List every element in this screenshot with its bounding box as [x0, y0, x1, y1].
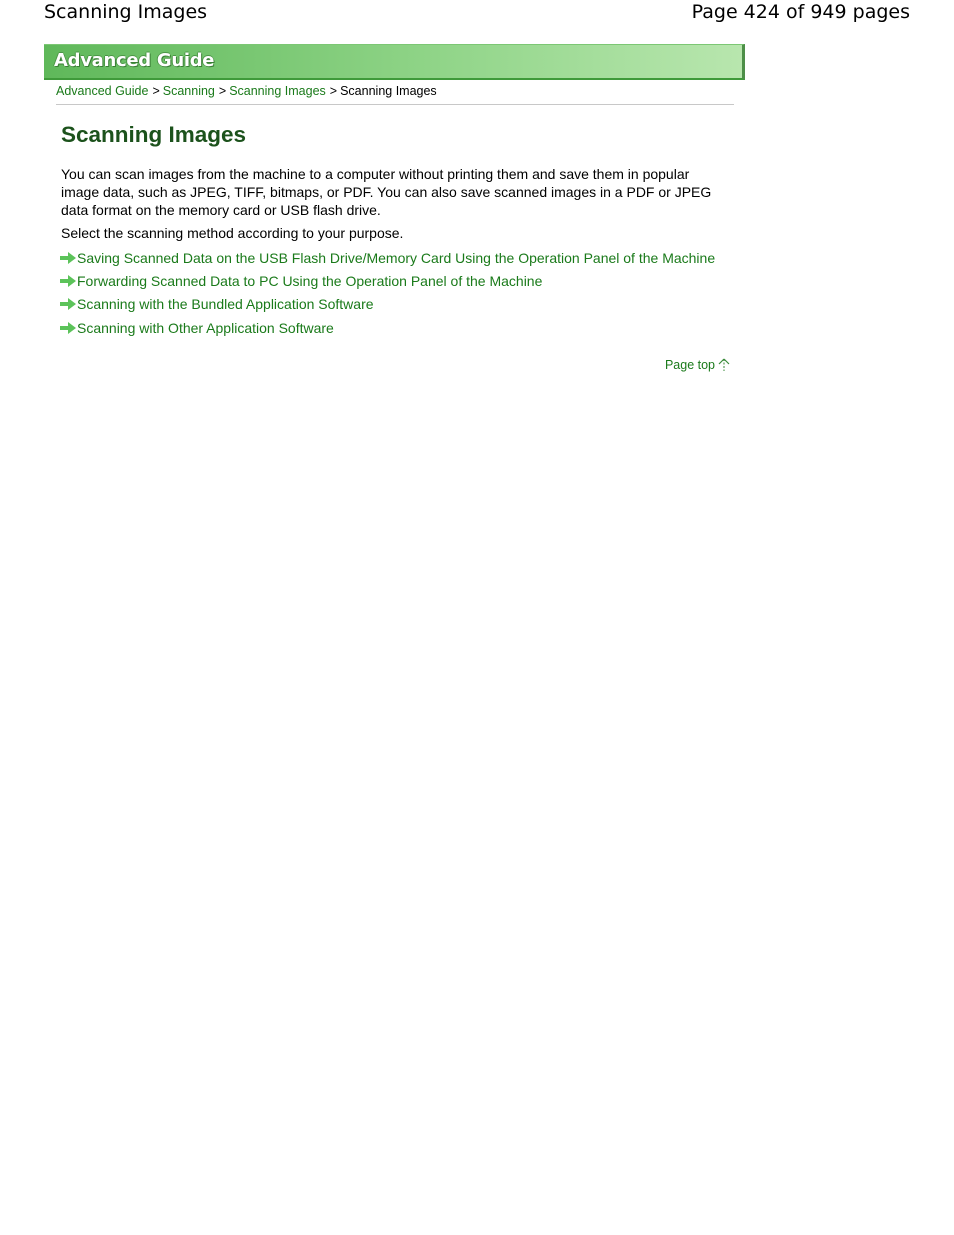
- breadcrumb-separator: >: [329, 84, 338, 98]
- instruction-text: Select the scanning method according to your purpose.: [61, 225, 404, 241]
- up-arrow-icon[interactable]: [718, 358, 730, 372]
- method-item-usb-memory-card: [60, 246, 715, 269]
- page-header: [0, 0, 954, 30]
- scanning-method-list: [60, 246, 715, 340]
- breadcrumb: [56, 83, 437, 99]
- green-arrow-icon: [60, 298, 76, 310]
- breadcrumb-scanning-images[interactable]: Scanning Images: [229, 84, 326, 98]
- page-counter: Page 424 of 949 pages: [691, 1, 910, 23]
- link-forwarding-scanned-data[interactable]: Forwarding Scanned Data to PC Using the Operation Panel of the Machine: [77, 273, 543, 290]
- page-top: [665, 357, 730, 373]
- intro-paragraph: You can scan images from the machine to a computer without printing them and save them in popular image data, such as JPEG, TIFF, bitmaps, or PDF. You can also save scanned images in a PDF or JPEG data format on the memory card or USB flash drive.: [61, 166, 712, 218]
- header-divider: [56, 104, 734, 105]
- document-title: Scanning Images: [44, 1, 208, 23]
- banner-label: Advanced Guide: [54, 50, 215, 71]
- method-item-bundled-software: [60, 293, 715, 316]
- breadcrumb-scanning[interactable]: Scanning: [162, 84, 215, 98]
- breadcrumb-current-page: Scanning Images: [340, 84, 437, 98]
- link-other-application-software[interactable]: Scanning with Other Application Software: [77, 319, 334, 336]
- page-top-link[interactable]: Page top: [664, 358, 715, 372]
- method-item-other-software: [60, 316, 715, 339]
- breadcrumb-separator: >: [218, 84, 227, 98]
- breadcrumb-separator: >: [152, 84, 160, 98]
- advanced-guide-banner: [44, 44, 745, 80]
- link-bundled-application-software[interactable]: Scanning with the Bundled Application Software: [77, 296, 374, 313]
- green-arrow-icon: [60, 252, 76, 264]
- link-saving-scanned-data[interactable]: Saving Scanned Data on the USB Flash Drive/Memory Card Using the Operation Panel of the Machine: [77, 249, 716, 266]
- breadcrumb-advanced-guide[interactable]: Advanced Guide: [56, 84, 149, 98]
- green-arrow-icon: [60, 322, 76, 334]
- page-heading: Scanning Images: [61, 122, 247, 147]
- method-item-forward-to-pc: [60, 269, 715, 292]
- green-arrow-icon: [60, 275, 76, 287]
